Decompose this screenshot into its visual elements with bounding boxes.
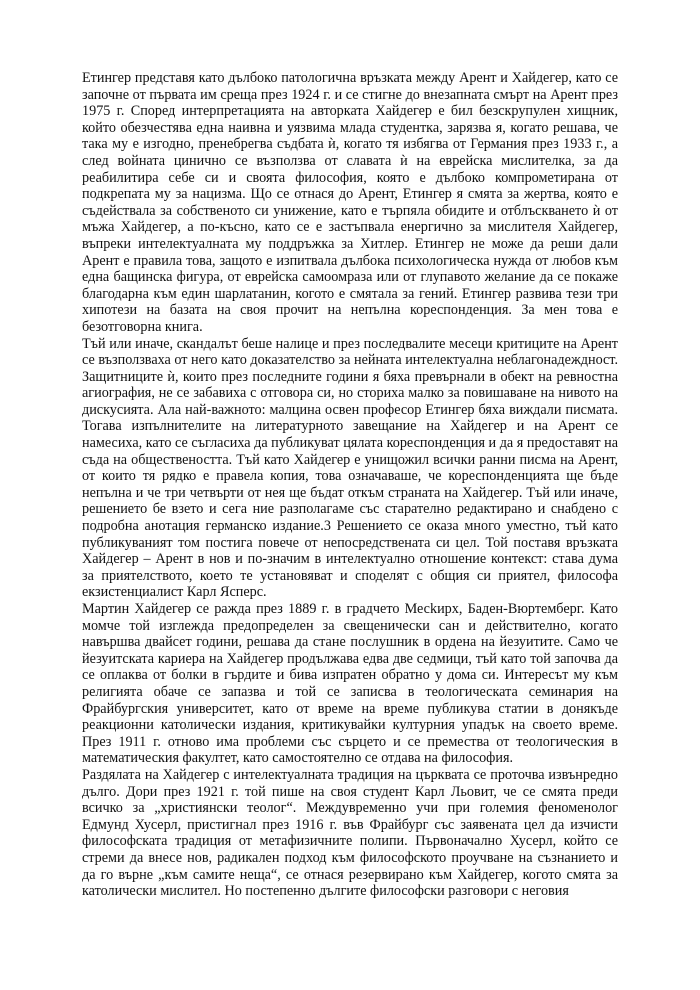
paragraph-ettinger-thesis: Етингер представя като дълбоко патологична връзката между Арент и Хайдегер, като се започне от първата им среща през 1924 г. и се стигне до внезапната смърт на Арент през 1975 г. Според интерпретацията на авторката Хайдегер е бил безскрупулен хищник, който обезчестява една наивна и уязвима млада студентка, зарязва я, когато решава, че така му е изгодно, пренебрегва съдбата ѝ, когато тя избягва от Германия през 1933 г., а след войната цинично се възползва от славата ѝ на еврейска мислителка, за да реабилитира себе си и своята философия, която е дълбоко компрометирана от подкрепата му за нацизма. Що се отнася до Арент, Етингер я смята за жертва, която е съдействала за собственото си унижение, като е търпяла обидите и отблъскването ѝ от мъжа Хайдегер, а по-късно, като се е застъпвала енергично за мислителя Хайдегер, въпреки интелектуалната му поддръжка за Хитлер. Етингер не може да реши дали Арент е правила това, защото е изпитвала дълбока психологическа нужда от любов към една бащинска фигура, от еврейска самоомраза или от глупавото желание да се покаже благодарна към един шарлатанин, когото е смятала за гений. Етингер развива тези три хипотези на базата на своя прочит на непълна кореспонденция. За мен това е безотговорна книга.	[82, 70, 618, 335]
paragraph-scandal-correspondence: Тъй или иначе, скандалът беше налице и през последвалите месеци критиците на Арент се възползваха от него като доказателство за нейната интелектуална неблагонадеждност. Защитниците ѝ, които през последните години я бяха превърнали в обект на ревностна агиография, не се забавиха с отговора си, но сториха малко за повишаване на нивото на дискусията. Ала най-важното: малцина освен професор Етингер бяха виждали писмата. Тогава изпълнителите на литературното завещание на Хайдегер и на Арент се намесиха, като се съгласиха да публикуват цялата кореспонденция и да я предоставят на съда на обществеността. Тъй като Хайдегер е унищожил всички ранни писма на Арент, от които тя рядко е правела копия, това означаваше, че кореспонденцията ще бъде непълна и че три четвърти от нея ще бъдат откъм страната на Хайдегер. Тъй или иначе, решението бе взето и сега ние разполагаме със старателно редактирано и снабдено с подробна анотация германско издание.3 Решението се оказа много уместно, тъй като публикуваният том постига повече от непосредствената си цел. Той поставя връзката Хайдегер – Арент в нов и по-значим в интелектуално отношение контекст: става дума за приятелството, което те установяват и споделят с общия си приятел, философа екзистенциалист Карл Ясперс.	[82, 335, 618, 601]
paragraph-heidegger-youth: Мартин Хайдегер се ражда през 1889 г. в градчето Месkирх, Баден-Вюртемберг. Като момче той изглежда предопределен за свещенически сан и действително, когато навършва двайсет години, решава да стане послушник в ордена на йезуитите. Само че йезуитската кариера на Хайдегер продължава едва две седмици, тъй като той започва да се оплаква от болки в гърдите и бива изпратен обратно у дома си. Интересът му към религията обаче се запазва и той се записва в теологическата семинария на Фрайбургския университет, като от време на време публикува статии в донякъде реакционни католически издания, критикувайки културния упадък на своето време. През 1911 г. отново има проблеми със сърцето и се премества от теологическия в математическия факултет, като самостоятелно се отдава на философия.	[82, 601, 618, 767]
document-page	[82, 70, 618, 900]
paragraph-break-with-church: Раздялата на Хайдегер с интелектуалната традиция на църквата се проточва извънредно дълго. Дори през 1921 г. той пише на своя студент Карл Льовит, че се смята преди всичко за „християнски теолог“. Междувременно учи при големия феноменолог Едмунд Хусерл, пристигнал през 1916 г. във Фрайбург със заявената цел да изчисти философската традиция от метафизичните полипи. Първоначално Хусерл, който се стреми да внесе нов, радикален подход към философското проучване на съзнанието и да го върне „към самите неща“, се отнася резервирано към Хайдегер, когото смята за католически мислител. Но постепенно дългите философски разговори с неговия	[82, 766, 618, 900]
